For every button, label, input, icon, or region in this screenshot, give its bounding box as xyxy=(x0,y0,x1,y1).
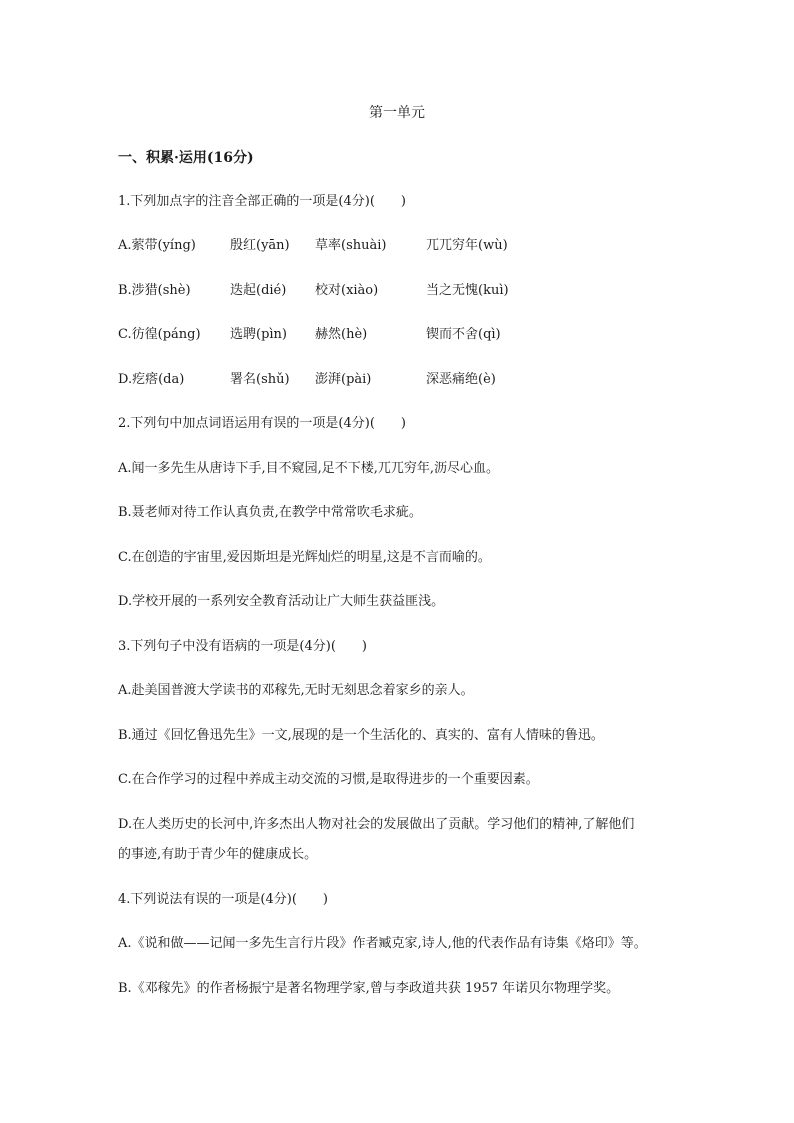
question-2-option-b: B.聂老师对待工作认真负责,在教学中常常吹毛求疵。 xyxy=(118,505,422,520)
option-term: B.涉猎(shè) xyxy=(118,283,191,298)
option-term: 澎湃(pài) xyxy=(315,372,372,387)
question-1-stem: 1.下列加点字的注音全部正确的一项是(4分)( ) xyxy=(118,194,406,209)
option-term: 校对(xiào) xyxy=(315,283,379,298)
question-3-option-d-continued: 的事迹,有助于青少年的健康成长。 xyxy=(118,847,318,862)
question-2-option-d: D.学校开展的一系列安全教育活动让广大师生获益匪浅。 xyxy=(118,594,445,609)
option-term: 殷红(yān) xyxy=(230,238,290,253)
option-term: C.彷徨(páng) xyxy=(118,327,201,342)
option-term: 锲而不舍(qì) xyxy=(426,327,501,342)
question-3-option-a: A.赴美国普渡大学读书的邓稼先,无时无刻思念着家乡的亲人。 xyxy=(118,683,474,698)
option-term: 赫然(hè) xyxy=(315,327,368,342)
option-term: 署名(shǔ) xyxy=(230,372,290,387)
question-2-option-c: C.在创造的宇宙里,爱因斯坦是光辉灿烂的明星,这是不言而喻的。 xyxy=(118,550,491,565)
question-4-option-b: B.《邓稼先》的作者杨振宁是著名物理学家,曾与李政道共获 1957 年诺贝尔物理学奖。 xyxy=(118,981,620,996)
option-term: 选聘(pìn) xyxy=(230,327,287,342)
question-2-option-a: A.闻一多先生从唐诗下手,目不窥园,足不下楼,兀兀穷年,沥尽心血。 xyxy=(118,461,500,476)
question-4-option-a: A.《说和做——记闻一多先生言行片段》作者臧克家,诗人,他的代表作品有诗集《烙印》等。 xyxy=(118,936,647,951)
section-heading: 一、积累·运用(16分) xyxy=(118,150,254,166)
page-title: 第一单元 xyxy=(369,105,425,121)
question-3-option-c: C.在合作学习的过程中养成主动交流的习惯,是取得进步的一个重要因素。 xyxy=(118,772,539,787)
option-term: D.疙瘩(da) xyxy=(118,372,185,387)
question-3-option-d: D.在人类历史的长河中,许多杰出人物对社会的发展做出了贡献。学习他们的精神,了解他们 xyxy=(118,817,635,832)
option-term: 兀兀穷年(wù) xyxy=(426,238,508,253)
question-3-stem: 3.下列句子中没有语病的一项是(4分)( ) xyxy=(118,639,367,654)
option-term: 草率(shuài) xyxy=(315,238,387,253)
question-3-option-b: B.通过《回忆鲁迅先生》一文,展现的是一个生活化的、真实的、富有人情味的鲁迅。 xyxy=(118,728,604,743)
question-4-stem: 4.下列说法有误的一项是(4分)( ) xyxy=(118,892,328,907)
option-term: 迭起(dié) xyxy=(230,283,287,298)
option-term: 当之无愧(kuì) xyxy=(426,283,509,298)
option-term: 深恶痛绝(è) xyxy=(426,372,496,387)
option-term: A.萦带(yíng) xyxy=(118,238,196,253)
question-2-stem: 2.下列句中加点词语运用有误的一项是(4分)( ) xyxy=(118,416,406,431)
